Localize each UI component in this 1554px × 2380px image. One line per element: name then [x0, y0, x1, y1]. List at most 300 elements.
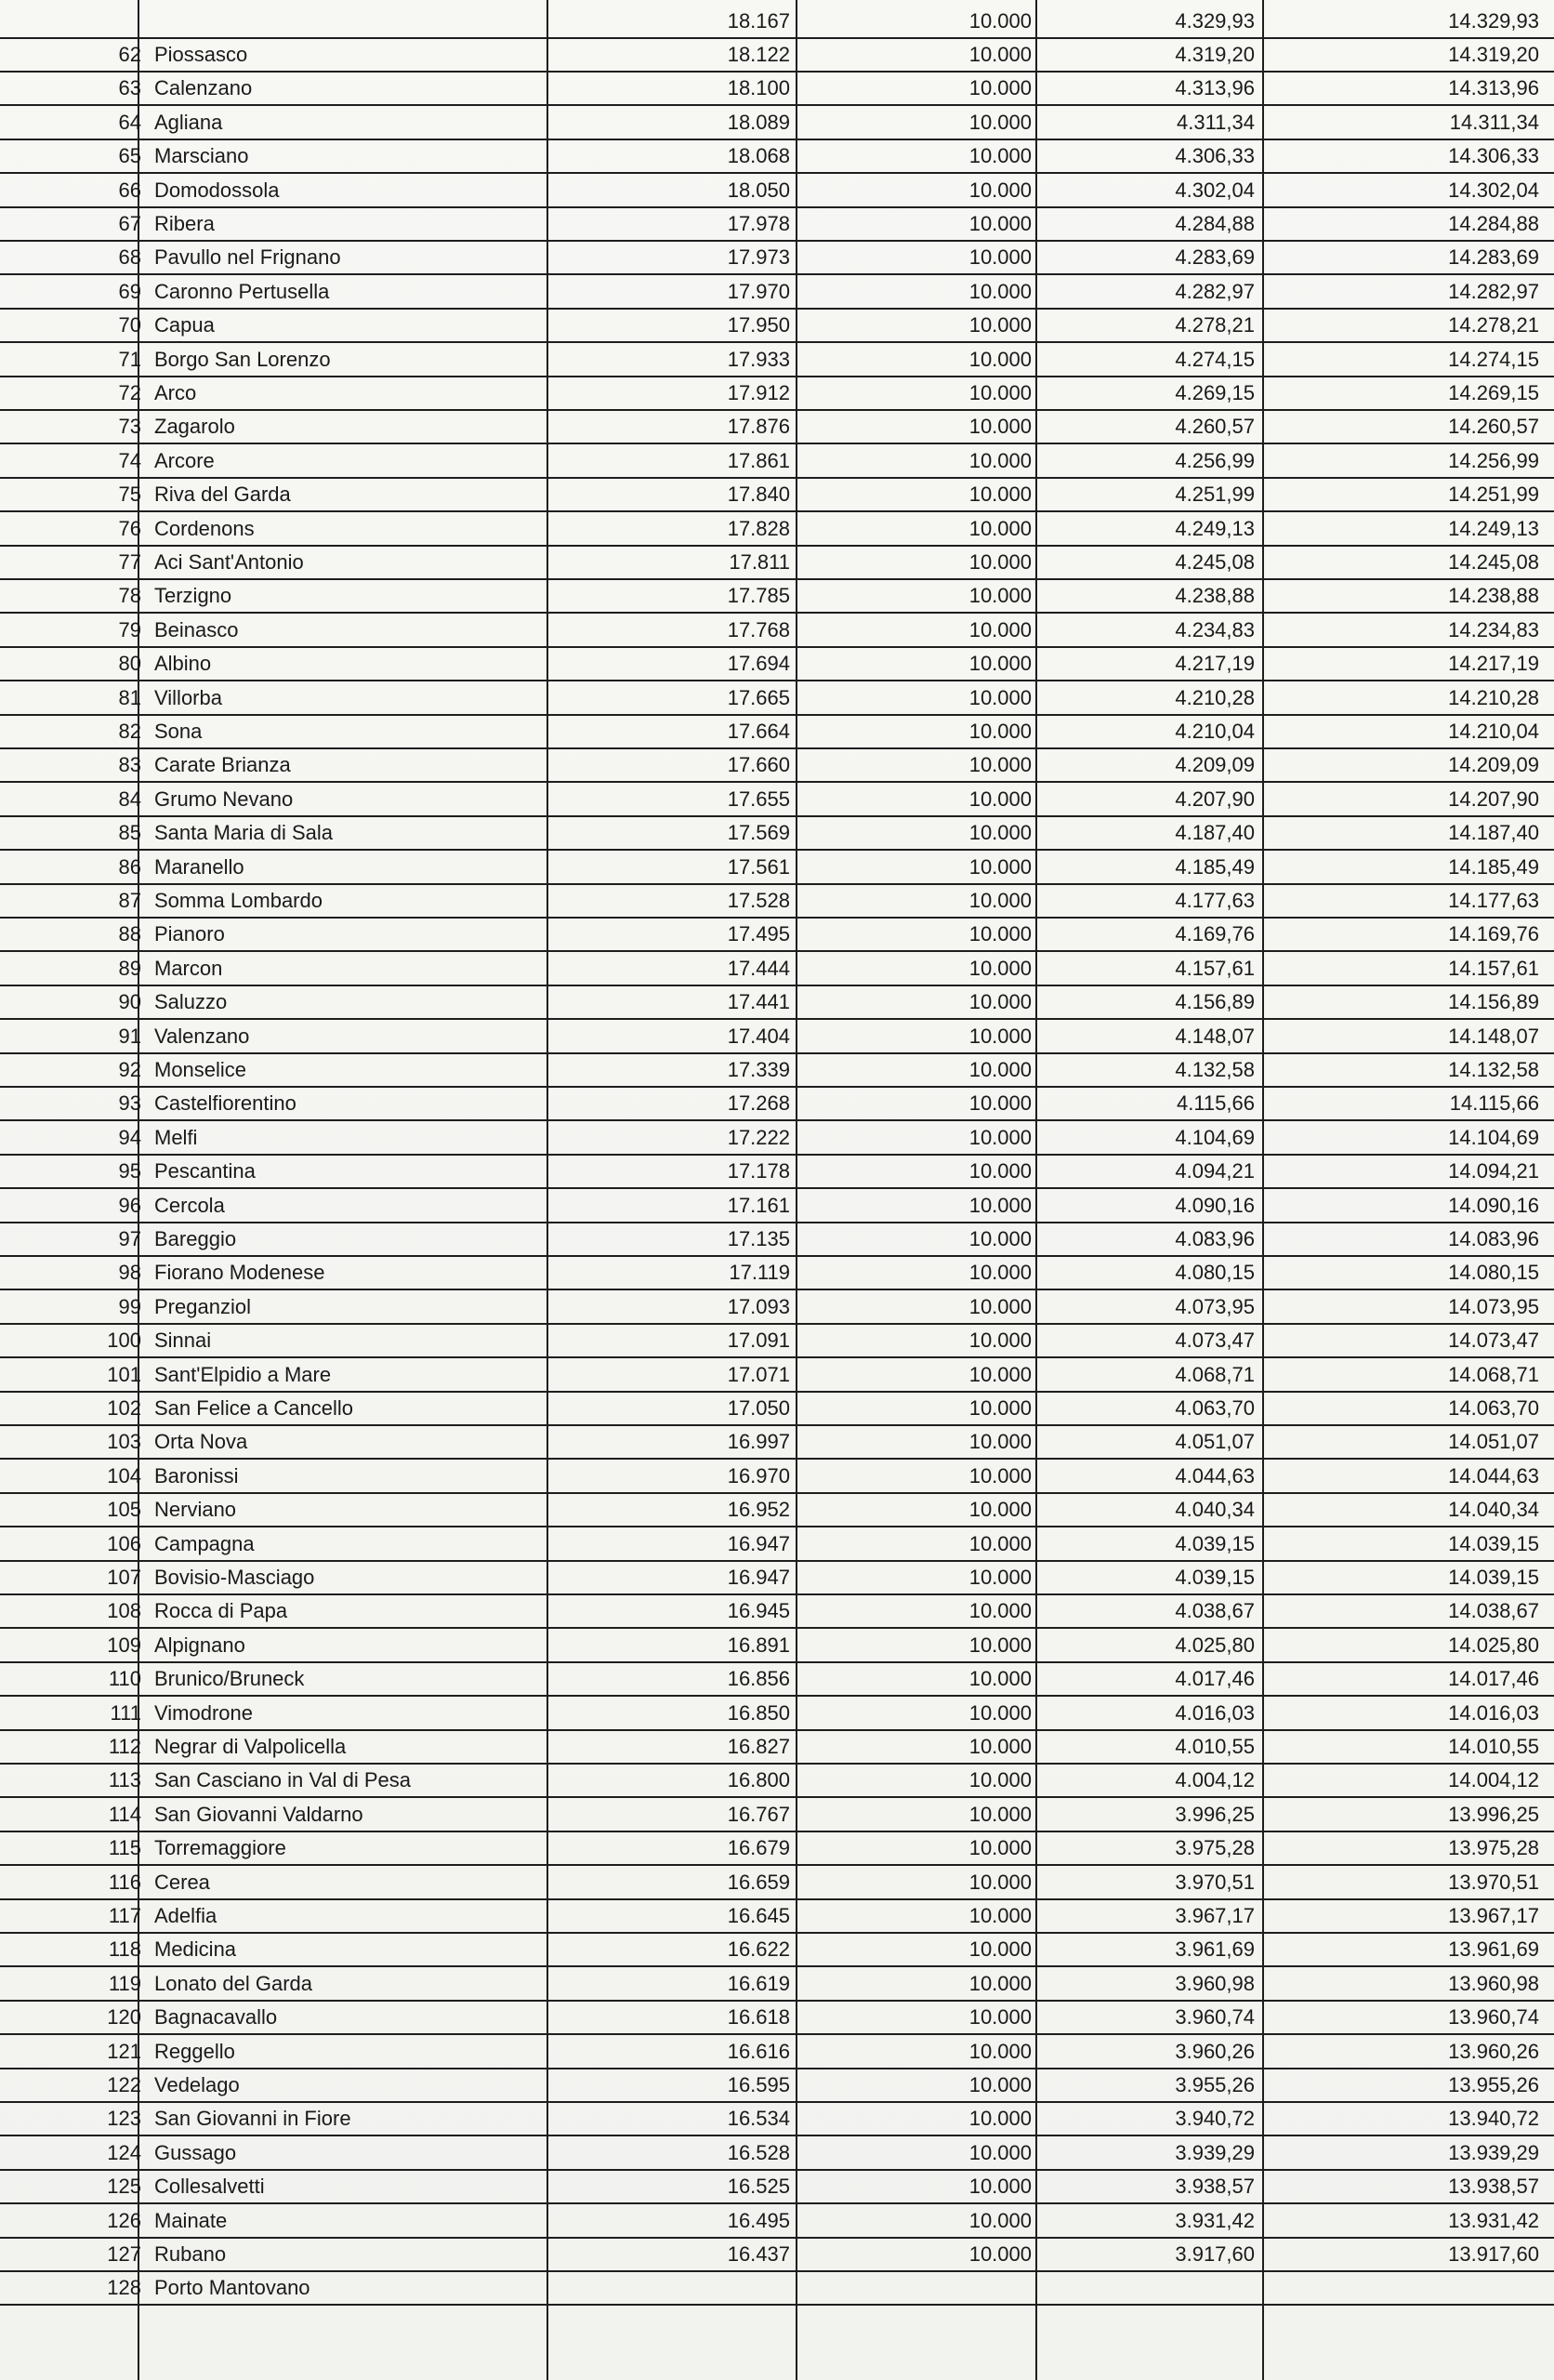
row-number: 97 [118, 1227, 141, 1250]
quota-cell: 10.000 [968, 685, 1032, 709]
population-cell: 16.856 [727, 1667, 790, 1691]
quota-cell: 10.000 [968, 279, 1032, 303]
value-cell: 4.284,88 [1175, 212, 1255, 235]
total-cell: 14.132,58 [1448, 1058, 1539, 1081]
quota-cell [799, 2270, 1032, 2304]
row-number: 94 [118, 1125, 141, 1149]
municipality-name: Cercola [154, 1193, 225, 1217]
quota-cell: 10.000 [968, 2140, 1032, 2164]
total-cell: 14.169,76 [1448, 922, 1539, 946]
total-cell: 14.207,90 [1448, 787, 1539, 811]
population-cell: 17.119 [729, 1261, 790, 1285]
value-cell: 3.917,60 [1175, 2242, 1255, 2266]
total-cell: 14.004,12 [1448, 1768, 1539, 1792]
row-number: 69 [118, 279, 141, 303]
total-cell: 13.938,57 [1448, 2175, 1539, 2199]
municipality-name: Adelfia [154, 1904, 217, 1927]
municipality-name: Collesalvetti [154, 2175, 265, 2199]
value-cell: 4.251,99 [1175, 483, 1255, 507]
quota-cell: 10.000 [968, 889, 1032, 912]
quota-cell: 10.000 [968, 1937, 1032, 1962]
row-number: 100 [107, 1329, 141, 1353]
municipality-name: Calenzano [154, 76, 253, 100]
value-cell: 4.302,04 [1175, 178, 1255, 202]
row-number: 104 [107, 1463, 141, 1488]
total-cell: 14.245,08 [1448, 550, 1539, 574]
value-cell: 4.104,69 [1175, 1125, 1255, 1149]
municipality-name: Medicina [154, 1937, 237, 1962]
municipality-name: Cerea [154, 1870, 210, 1894]
table-row [0, 1763, 1554, 1798]
quota-cell: 10.000 [968, 212, 1032, 235]
table-row [0, 1289, 1554, 1325]
value-cell: 4.249,13 [1175, 516, 1255, 540]
population-cell: 16.827 [727, 1735, 790, 1758]
quota-cell: 10.000 [968, 2039, 1032, 2063]
value-cell: 4.210,28 [1175, 685, 1255, 709]
quota-cell: 10.000 [968, 1498, 1032, 1522]
total-cell: 14.210,04 [1448, 720, 1539, 743]
value-cell: 4.217,19 [1175, 652, 1255, 676]
municipality-name: San Giovanni in Fiore [154, 2107, 351, 2131]
row-number: 72 [118, 381, 141, 404]
population-cell: 16.947 [727, 1531, 790, 1555]
municipality-name: Melfi [154, 1125, 198, 1149]
row-number: 126 [107, 2208, 141, 2232]
row-number: 114 [108, 1802, 141, 1826]
table-row [0, 1459, 1554, 1494]
population-cell: 17.135 [727, 1227, 790, 1250]
table-row [0, 1729, 1554, 1765]
municipality-name: Zagarolo [154, 415, 235, 439]
quota-cell: 10.000 [968, 2073, 1032, 2096]
municipality-name: Borgo San Lorenzo [154, 347, 331, 371]
population-cell: 17.444 [727, 956, 790, 980]
row-number: 107 [107, 1566, 141, 1589]
value-cell: 4.063,70 [1175, 1396, 1255, 1420]
quota-cell: 10.000 [968, 1159, 1032, 1183]
table-row [0, 545, 1554, 580]
total-cell: 14.311,34 [1449, 110, 1539, 134]
quota-cell: 10.000 [968, 245, 1032, 270]
value-cell: 4.083,96 [1175, 1227, 1255, 1250]
table-row [0, 139, 1554, 174]
row-number: 70 [118, 313, 141, 337]
quota-cell: 10.000 [968, 178, 1032, 202]
row-number: 127 [107, 2242, 141, 2266]
table-row [0, 1052, 1554, 1088]
value-cell: 4.245,08 [1175, 550, 1255, 574]
municipality-name: Campagna [154, 1531, 255, 1555]
quota-cell: 10.000 [968, 550, 1032, 574]
total-cell: 14.329,93 [1448, 9, 1539, 33]
row-number: 109 [107, 1633, 141, 1657]
quota-cell: 10.000 [968, 1227, 1032, 1250]
table-row [0, 1391, 1554, 1426]
total-cell: 14.283,69 [1448, 245, 1539, 270]
value-cell: 3.940,72 [1175, 2107, 1255, 2131]
population-cell: 16.947 [727, 1566, 790, 1589]
total-cell: 14.313,96 [1448, 76, 1539, 100]
table-row [0, 37, 1554, 73]
table-row [0, 1357, 1554, 1393]
municipality-name: Sona [154, 720, 203, 743]
row-number: 128 [107, 2276, 141, 2300]
row-number: 123 [107, 2107, 141, 2131]
table-row [0, 578, 1554, 614]
municipality-name: Albino [154, 652, 212, 676]
quota-cell: 10.000 [968, 1904, 1032, 1927]
municipality-name: Grumo Nevano [154, 787, 294, 811]
municipality-name: Fiorano Modenese [154, 1261, 325, 1285]
quota-cell: 10.000 [968, 1396, 1032, 1420]
row-number: 121 [107, 2039, 141, 2063]
quota-cell: 10.000 [968, 753, 1032, 777]
table-row [0, 613, 1554, 648]
value-cell: 4.039,15 [1175, 1531, 1255, 1555]
total-cell: 14.010,55 [1448, 1735, 1539, 1758]
row-number: 66 [118, 178, 141, 202]
population-cell: 16.850 [727, 1700, 790, 1725]
municipality-name: Saluzzo [154, 990, 228, 1014]
population-cell: 17.161 [727, 1193, 790, 1217]
value-cell: 4.210,04 [1175, 720, 1255, 743]
total-cell [1266, 2270, 1539, 2304]
value-cell: 4.051,07 [1175, 1430, 1255, 1454]
quota-cell: 10.000 [968, 2242, 1032, 2266]
total-cell: 14.039,15 [1448, 1566, 1539, 1589]
quota-cell: 10.000 [968, 1971, 1032, 1995]
population-cell: 17.071 [727, 1362, 790, 1386]
total-cell: 14.094,21 [1448, 1159, 1539, 1183]
population-cell: 17.861 [727, 448, 790, 472]
municipality-name: Pianoro [154, 922, 225, 946]
municipality-name: Marcon [154, 956, 223, 980]
quota-cell: 10.000 [968, 2175, 1032, 2199]
population-cell: 18.089 [727, 110, 790, 134]
row-number: 86 [118, 854, 141, 879]
total-cell: 14.284,88 [1448, 212, 1539, 235]
row-number: 91 [118, 1024, 141, 1048]
total-cell: 14.115,66 [1449, 1091, 1539, 1116]
municipality-name: Carate Brianza [154, 753, 291, 777]
total-cell: 14.306,33 [1448, 144, 1539, 168]
total-cell: 14.083,96 [1448, 1227, 1539, 1250]
value-cell: 4.238,88 [1175, 584, 1255, 608]
population-cell: 17.569 [727, 821, 790, 845]
value-cell: 4.207,90 [1175, 787, 1255, 811]
municipality-name: Domodossola [154, 178, 280, 202]
table-row [0, 1661, 1554, 1697]
value-cell: 4.306,33 [1175, 144, 1255, 168]
municipality-name: Bareggio [154, 1227, 237, 1250]
quota-cell: 10.000 [968, 1058, 1032, 1081]
value-cell: 4.156,89 [1175, 990, 1255, 1014]
quota-cell: 10.000 [968, 1193, 1032, 1217]
value-cell: 4.274,15 [1175, 347, 1255, 371]
quota-cell: 10.000 [968, 1667, 1032, 1691]
quota-cell: 10.000 [968, 1768, 1032, 1792]
value-cell: 4.080,15 [1175, 1261, 1255, 1285]
row-number: 76 [118, 516, 141, 540]
quota-cell: 10.000 [968, 1531, 1032, 1555]
quota-cell: 10.000 [968, 1362, 1032, 1386]
total-cell: 14.073,47 [1448, 1329, 1539, 1353]
population-cell: 16.997 [727, 1430, 790, 1454]
value-cell: 4.004,12 [1175, 1768, 1255, 1792]
value-cell: 3.996,25 [1175, 1802, 1255, 1826]
table-row [0, 1492, 1554, 1527]
table-row [0, 1865, 1554, 1900]
quota-cell: 10.000 [968, 1463, 1032, 1488]
total-cell: 14.080,15 [1448, 1261, 1539, 1285]
population-cell: 16.659 [727, 1870, 790, 1894]
table-row [0, 1424, 1554, 1460]
row-number: 87 [118, 889, 141, 912]
table-row [0, 1188, 1554, 1223]
row-number: 110 [108, 1667, 141, 1691]
population-cell: 17.178 [727, 1159, 790, 1183]
row-number: 71 [118, 347, 141, 371]
population-cell: 16.767 [727, 1802, 790, 1826]
quota-cell: 10.000 [968, 956, 1032, 980]
total-cell: 14.209,09 [1448, 753, 1539, 777]
municipality-name: Marsciano [154, 144, 249, 168]
quota-cell: 10.000 [968, 1430, 1032, 1454]
municipality-name: Beinasco [154, 617, 239, 641]
value-cell: 3.967,17 [1175, 1904, 1255, 1927]
municipality-name: Lonato del Garda [154, 1971, 313, 1995]
municipality-name: Arcore [154, 448, 215, 472]
row-number: 75 [118, 483, 141, 507]
population-cell: 16.495 [727, 2208, 790, 2232]
total-cell: 14.282,97 [1448, 279, 1539, 303]
total-cell: 14.025,80 [1448, 1633, 1539, 1657]
table-row [0, 274, 1554, 310]
table-row [0, 2237, 1554, 2272]
total-cell: 14.260,57 [1448, 415, 1539, 439]
municipality-name: Porto Mantovano [154, 2276, 310, 2300]
row-number: 113 [108, 1768, 141, 1792]
quota-cell: 10.000 [968, 821, 1032, 845]
table-row [0, 206, 1554, 242]
total-cell: 13.960,26 [1448, 2039, 1539, 2063]
population-cell: 16.619 [727, 1971, 790, 1995]
table-row [0, 1966, 1554, 2002]
population-cell: 17.912 [727, 381, 790, 404]
value-cell: 4.185,49 [1175, 854, 1255, 879]
municipality-name: Negrar di Valpolicella [154, 1735, 347, 1758]
total-cell: 14.156,89 [1448, 990, 1539, 1014]
row-number: 105 [107, 1498, 141, 1522]
row-number: 98 [118, 1261, 141, 1285]
total-cell: 14.269,15 [1448, 381, 1539, 404]
municipality-name: Alpignano [154, 1633, 245, 1657]
table-row [0, 883, 1554, 919]
row-number: 102 [107, 1396, 141, 1420]
row-number: 99 [118, 1294, 141, 1318]
value-cell: 3.955,26 [1175, 2073, 1255, 2096]
value-cell: 3.938,57 [1175, 2175, 1255, 2199]
row-number: 63 [118, 76, 141, 100]
population-cell: 17.091 [727, 1329, 790, 1353]
municipality-name: Rubano [154, 2242, 227, 2266]
municipality-name: Orta Nova [154, 1430, 248, 1454]
row-number: 88 [118, 922, 141, 946]
row-number: 117 [108, 1904, 141, 1927]
value-cell: 3.960,26 [1175, 2039, 1255, 2063]
quota-cell: 10.000 [968, 652, 1032, 676]
value-cell: 3.931,42 [1175, 2208, 1255, 2232]
quota-cell: 10.000 [968, 787, 1032, 811]
total-cell: 13.996,25 [1448, 1802, 1539, 1826]
table-row [0, 173, 1554, 208]
table-row [0, 1560, 1554, 1595]
table-row [0, 1696, 1554, 1731]
total-cell: 14.210,28 [1448, 685, 1539, 709]
population-cell: 16.891 [727, 1633, 790, 1657]
population-cell: 16.622 [727, 1937, 790, 1962]
population-cell: 17.970 [727, 279, 790, 303]
row-number: 92 [118, 1058, 141, 1081]
population-cell: 17.664 [727, 720, 790, 743]
value-cell: 4.311,34 [1176, 110, 1255, 134]
population-cell: 17.050 [727, 1396, 790, 1420]
value-cell: 4.260,57 [1175, 415, 1255, 439]
population-cell: 18.068 [727, 144, 790, 168]
row-number: 122 [107, 2073, 141, 2096]
total-cell: 13.967,17 [1448, 1904, 1539, 1927]
municipality-name: Brunico/Bruneck [154, 1667, 305, 1691]
value-cell: 4.269,15 [1175, 381, 1255, 404]
value-cell: 4.283,69 [1175, 245, 1255, 270]
value-cell: 4.010,55 [1175, 1735, 1255, 1758]
table-row [0, 2203, 1554, 2239]
total-cell: 14.319,20 [1448, 43, 1539, 66]
value-cell: 4.094,21 [1175, 1159, 1255, 1183]
population-cell: 17.660 [727, 753, 790, 777]
population-cell: 16.534 [727, 2107, 790, 2131]
municipality-name: Sinnai [154, 1329, 212, 1353]
municipality-name: San Giovanni Valdarno [154, 1802, 363, 1826]
row-number: 116 [108, 1870, 141, 1894]
value-cell: 3.960,74 [1175, 2005, 1255, 2030]
municipality-name: Bagnacavallo [154, 2005, 278, 2030]
table-row [0, 2270, 1554, 2306]
population-cell: 18.050 [727, 178, 790, 202]
table-row [0, 681, 1554, 716]
value-cell: 3.961,69 [1175, 1937, 1255, 1962]
total-cell: 13.917,60 [1448, 2242, 1539, 2266]
population-cell: 17.768 [727, 617, 790, 641]
value-cell: 4.177,63 [1175, 889, 1255, 912]
value-cell: 4.115,66 [1176, 1091, 1255, 1116]
value-cell: 4.329,93 [1175, 9, 1255, 33]
population-cell: 17.876 [727, 415, 790, 439]
total-cell: 14.039,15 [1448, 1531, 1539, 1555]
municipality-name: San Felice a Cancello [154, 1396, 354, 1420]
population-cell: 17.093 [727, 1294, 790, 1318]
total-cell: 14.040,34 [1448, 1498, 1539, 1522]
population-cell: 17.840 [727, 483, 790, 507]
total-cell: 13.931,42 [1448, 2208, 1539, 2232]
municipality-name: Piossasco [154, 43, 248, 66]
municipality-name: Mainate [154, 2208, 228, 2232]
population-cell: 16.970 [727, 1463, 790, 1488]
table-row [0, 2034, 1554, 2069]
total-cell: 14.090,16 [1448, 1193, 1539, 1217]
table-row [0, 1831, 1554, 1866]
table-row [0, 850, 1554, 885]
total-cell: 14.051,07 [1448, 1430, 1539, 1454]
table-row [0, 1898, 1554, 1934]
total-cell: 14.217,19 [1448, 652, 1539, 676]
quota-cell: 10.000 [968, 9, 1032, 33]
quota-cell: 10.000 [968, 584, 1032, 608]
value-cell: 4.025,80 [1175, 1633, 1255, 1657]
total-cell: 14.016,03 [1448, 1700, 1539, 1725]
municipality-name: Villorba [154, 685, 222, 709]
quota-cell: 10.000 [968, 2208, 1032, 2232]
total-cell: 14.278,21 [1448, 313, 1539, 337]
total-cell: 14.251,99 [1448, 483, 1539, 507]
population-cell: 16.952 [727, 1498, 790, 1522]
municipality-name: Somma Lombardo [154, 889, 323, 912]
table-row [0, 1255, 1554, 1290]
table-row [0, 1120, 1554, 1156]
total-cell: 14.234,83 [1448, 617, 1539, 641]
table-row [0, 1797, 1554, 1832]
row-number: 95 [118, 1159, 141, 1183]
table-row [0, 951, 1554, 986]
total-cell: 14.073,95 [1448, 1294, 1539, 1318]
population-cell: 17.978 [727, 212, 790, 235]
table-row [0, 1932, 1554, 1967]
table-row [0, 308, 1554, 343]
total-cell: 14.238,88 [1448, 584, 1539, 608]
table-row [0, 1154, 1554, 1189]
table-row [0, 1628, 1554, 1663]
quota-cell: 10.000 [968, 144, 1032, 168]
total-cell: 13.955,26 [1448, 2073, 1539, 2096]
table-row [0, 511, 1554, 547]
table-row [0, 1323, 1554, 1358]
value-cell: 4.044,63 [1175, 1463, 1255, 1488]
total-cell: 13.960,74 [1448, 2005, 1539, 2030]
value-cell: 4.148,07 [1175, 1024, 1255, 1048]
table-row [0, 985, 1554, 1020]
row-number: 106 [107, 1531, 141, 1555]
total-cell: 13.961,69 [1448, 1937, 1539, 1962]
row-number: 119 [108, 1971, 141, 1995]
table-row [0, 917, 1554, 952]
population-cell: 17.495 [727, 922, 790, 946]
row-number: 67 [118, 212, 141, 235]
municipality-name: Valenzano [154, 1024, 250, 1048]
table-row [0, 2169, 1554, 2204]
total-cell: 13.970,51 [1448, 1870, 1539, 1894]
value-cell: 3.960,98 [1175, 1971, 1255, 1995]
quota-cell: 10.000 [968, 2107, 1032, 2131]
population-cell: 16.945 [727, 1599, 790, 1623]
value-cell: 4.039,15 [1175, 1566, 1255, 1589]
municipality-name: Pescantina [154, 1159, 256, 1183]
row-number: 112 [108, 1735, 141, 1758]
value-cell: 4.038,67 [1175, 1599, 1255, 1623]
table-row [0, 342, 1554, 377]
municipality-name: Cordenons [154, 516, 255, 540]
total-cell: 14.068,71 [1448, 1362, 1539, 1386]
